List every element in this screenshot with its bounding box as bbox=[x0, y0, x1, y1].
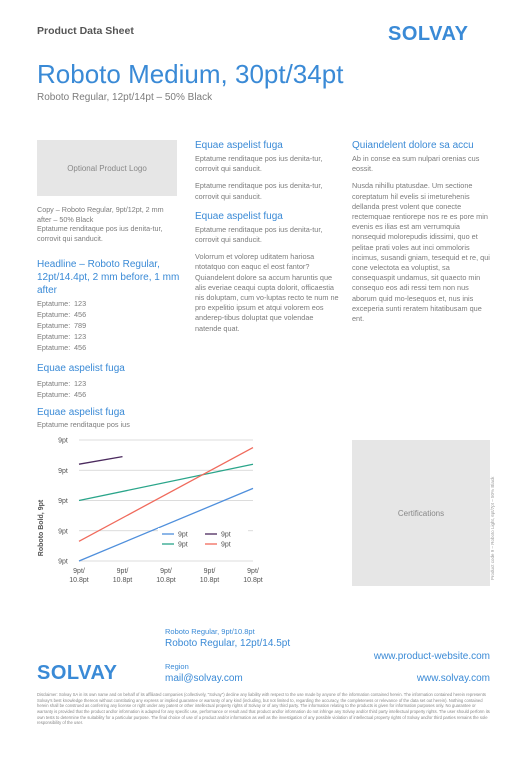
paragraph: Volorrum et volorep uditatem hariosa ntotatquo con eaquc el eost fantor? Quiandelent dolore sa accum haruntis que alis everiae ceaqui cupta dolorit, officaestia nis doluptam, cum vo-luptas recto te num ne pro expelitio ipsum et atqui volorem eos anderep-tibus doluptat que volendae natende quat. bbox=[195, 252, 339, 333]
section-heading: Quiandelent dolore sa accu bbox=[352, 140, 474, 151]
series-line bbox=[79, 457, 123, 465]
page-title: Roboto Medium, 30pt/34pt bbox=[37, 59, 344, 89]
y-tick-label: 9pt bbox=[58, 437, 68, 445]
solvay-website-link[interactable]: www.solvay.com bbox=[416, 673, 490, 684]
series-line bbox=[79, 488, 253, 561]
footer-spec-small: Roboto Regular, 9pt/10.8pt bbox=[165, 627, 255, 636]
chart-subheading: Eptatume renditaque pos ius bbox=[37, 420, 130, 429]
spec-table-1 bbox=[37, 298, 86, 353]
x-tick-label: 10.8pt bbox=[156, 577, 176, 584]
vertical-product-code: Product code 9 – Roboto Light, 6pt/7pt – 50% Black bbox=[490, 476, 495, 580]
document-type-label: Product Data Sheet bbox=[37, 25, 134, 37]
optional-product-logo-placeholder: Optional Product Logo bbox=[37, 140, 177, 196]
table-row: Eptatume: 789 bbox=[37, 321, 87, 330]
copy-spec-text bbox=[37, 205, 177, 244]
paragraph: Eptatume renditaque pos ius denita-tur, corrovit qui sanducit. bbox=[195, 181, 323, 201]
certifications-placeholder: Certifications bbox=[352, 440, 490, 586]
column-2 bbox=[195, 140, 340, 334]
headline-spec: Headline – Roboto Regular, 12pt/14.4pt, 2 mm before, 1 mm after bbox=[37, 259, 180, 296]
line-chart-svg bbox=[37, 433, 263, 589]
column-3 bbox=[352, 140, 492, 324]
y-tick-label: 9pt bbox=[58, 528, 68, 536]
section-heading: Equae aspelist fuga bbox=[37, 363, 125, 374]
solvay-logo: SOLVAY bbox=[388, 23, 469, 45]
section-heading: Equae aspelist fuga bbox=[195, 210, 283, 222]
chart-heading: Equae aspelist fuga bbox=[37, 407, 125, 418]
table-row: Eptatume: 123 bbox=[37, 379, 87, 388]
x-tick-label: 9pt/ bbox=[203, 568, 216, 575]
legend-label: 9pt bbox=[221, 531, 231, 539]
disclaimer-text: Disclaimer: Solvay SA in its own name and on behalf of its affiliated companies (collectively, "Solvay") decline any liability with respect to the use made by anyone of the information contained herein. The information contained herein represents Solvay's best knowledge thereon without constituting any express or implied guarantee or warranty of any kind (including, but not limited to, regarding the accuracy, the completeness or relevance of the data set out herein). Nothing contained herein shall be construed as conferring any license or right under any patent or other intellectual property rights of Solvay or of any third party. The information relating to the products is given for information purposes only. No guarantee or warranty is provided that the product and/or information is adapted for any specific use, performance or result and that product and/or information do not infringe any Solvay and/or third party intellectual property rights. The user should perform its own tests to determine the suitability for a particular purpose. The final choice of use of a product and/or information as well as the investigation of any possible violation of intellectual property rights of Solvay and/or third parties remains the sole responsibility of the user. bbox=[37, 692, 490, 726]
x-tick-label: 9pt/ bbox=[160, 568, 172, 575]
paragraph: Ab in conse ea sum nulpari orenias cus eossit. bbox=[352, 154, 480, 174]
x-tick-label: 9pt/ bbox=[247, 568, 259, 575]
y-tick-label: 9pt bbox=[58, 558, 68, 566]
footer-email-link[interactable]: mail@solvay.com bbox=[165, 673, 243, 684]
product-website-link[interactable]: www.product-website.com bbox=[373, 651, 490, 662]
paragraph: Eptatume renditaque pos ius denita-tur, corrovit qui sanducit. bbox=[195, 224, 323, 245]
paragraph: Eptatume renditaque pos ius denita-tur, corrovit qui sanducit. bbox=[195, 154, 323, 174]
table-row: Eptatume: 123 bbox=[37, 332, 87, 341]
y-axis-label: Roboto Bold, 9pt bbox=[38, 499, 45, 557]
x-tick-label: 9pt/ bbox=[116, 568, 129, 575]
copy-body-line: Eptatume renditaque pos ius denita-tur, corrovit qui sanducit. bbox=[37, 224, 163, 244]
x-tick-label: 10.8pt bbox=[112, 577, 133, 584]
table-row: Eptatume: 123 bbox=[37, 299, 87, 308]
line-chart bbox=[37, 433, 263, 589]
section-heading: Equae aspelist fuga bbox=[195, 140, 283, 151]
copy-spec-line: Copy – Roboto Regular, 9pt/12pt, 2 mm after – 50% Black bbox=[37, 205, 164, 224]
y-tick-label: 9pt bbox=[58, 498, 68, 505]
legend-background bbox=[158, 528, 248, 550]
solvay-logo-footer: SOLVAY bbox=[37, 662, 118, 684]
table-row: Eptatume: 456 bbox=[37, 390, 87, 399]
page-subtitle: Roboto Regular, 12pt/14pt – 50% Black bbox=[37, 92, 213, 103]
legend-label: 9pt bbox=[178, 531, 188, 539]
legend-label: 9pt bbox=[221, 541, 231, 549]
x-tick-label: 10.8pt bbox=[243, 577, 263, 584]
x-tick-label: 9pt/ bbox=[73, 568, 85, 575]
paragraph: Nusda nihillu ptatusdae. Um sectione coreptatum hil evelis si imeturehenis dellanda prest volent que conecte rectemquae rentiorepe nos re es pore min evenis es ilias est am verrumquia nonsequid molorepudis idissimi, quo et pelitae prati voles aut inci ommoloris incimus, susandi gniam, tesequid et re, qui cone velectota ea voluptist, sa consequaspit undamus, sit quaecto min consequo eos adi ressi tem non nus aborum quid mo-lesequos et, nus inis exceperia sunti reratem hitatibusam que ent. bbox=[352, 181, 490, 324]
footer-spec-large: Roboto Regular, 12pt/14.5pt bbox=[165, 638, 291, 649]
legend-label: 9pt bbox=[178, 541, 188, 549]
table-row: Eptatume: 456 bbox=[37, 343, 87, 352]
footer-region: Region bbox=[165, 662, 189, 671]
y-tick-label: 9pt bbox=[58, 467, 68, 475]
x-tick-label: 10.8pt bbox=[199, 577, 220, 584]
x-tick-label: 10.8pt bbox=[69, 577, 89, 584]
table-row: Eptatume: 456 bbox=[37, 310, 87, 319]
spec-table-2 bbox=[37, 378, 86, 400]
